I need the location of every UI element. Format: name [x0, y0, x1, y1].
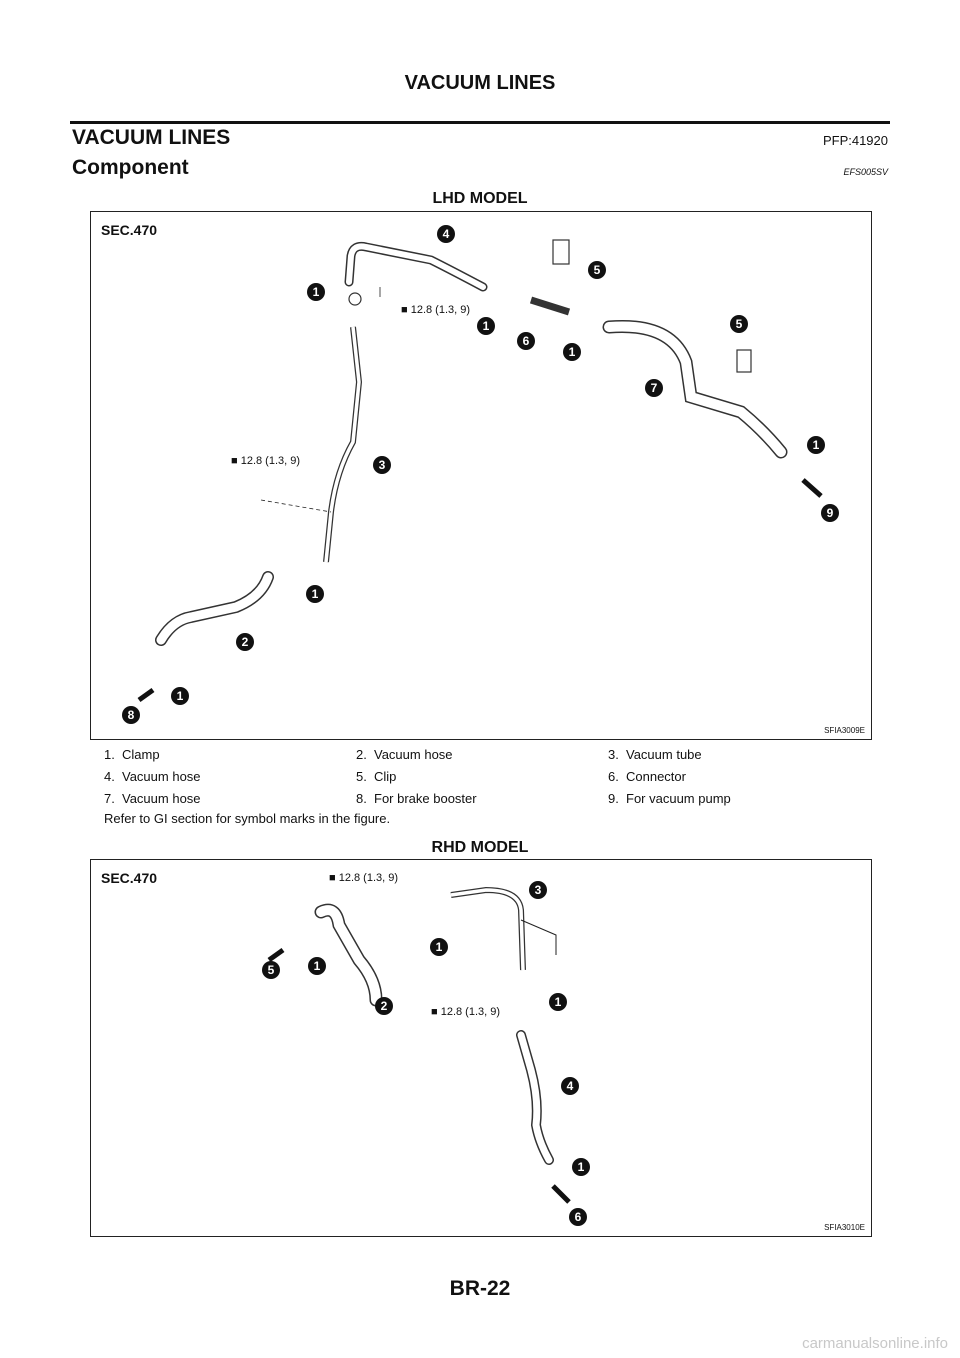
lhd-callout: 7 — [645, 379, 663, 397]
legend-item — [104, 769, 356, 784]
legend-text: Vacuum hose — [374, 746, 453, 762]
legend-row — [104, 765, 864, 787]
lhd-callout: 1 — [477, 317, 495, 335]
part-code: PFP:41920 — [822, 133, 888, 148]
legend-item — [104, 747, 356, 762]
legend-num: 6. — [608, 768, 619, 784]
legend-row — [104, 743, 864, 765]
lhd-callout: 1 — [807, 436, 825, 454]
legend-num: 3. — [608, 746, 619, 762]
lhd-clip-5b — [737, 350, 751, 372]
lhd-callout: 9 — [821, 504, 839, 522]
legend-item — [356, 747, 608, 762]
rhd-callout: 1 — [549, 993, 567, 1011]
lhd-torque-2 — [231, 455, 300, 467]
torque-wrench-icon: ■ — [401, 304, 408, 316]
lhd-callout: 1 — [563, 343, 581, 361]
legend-item — [356, 769, 608, 784]
legend-text: Vacuum tube — [626, 746, 702, 762]
legend-item — [356, 791, 608, 806]
lhd-callout: 8 — [122, 706, 140, 724]
rhd-tube-3 — [451, 890, 523, 970]
lhd-callout: 1 — [307, 283, 325, 301]
lhd-figure — [90, 211, 872, 740]
lhd-callout: 5 — [588, 261, 606, 279]
section-title: VACUUM LINES — [72, 126, 231, 149]
rhd-callout: 5 — [262, 961, 280, 979]
page-number: BR-22 — [449, 1277, 511, 1300]
lhd-figure-code: SFIA3009E — [824, 726, 865, 735]
rhd-figure-code: SFIA3010E — [824, 1223, 865, 1232]
rhd-sec-number: SEC.470 — [101, 870, 158, 886]
header-rule — [70, 121, 890, 124]
parts-legend — [104, 743, 864, 826]
lhd-connector-6 — [531, 300, 569, 312]
rhd-model-label: RHD MODEL — [431, 839, 529, 856]
rhd-callout: 2 — [375, 997, 393, 1015]
lhd-callout: 4 — [437, 225, 455, 243]
rhd-drawing — [91, 860, 873, 1238]
torque-value: 12.8 (1.3, 9) — [240, 455, 301, 467]
legend-num: 9. — [608, 790, 619, 806]
legend-num: 8. — [356, 790, 367, 806]
legend-num: 4. — [104, 768, 115, 784]
rhd-callout: 3 — [529, 881, 547, 899]
lhd-drawing — [91, 212, 873, 741]
lhd-hose-4 — [349, 246, 483, 287]
component-title: Component — [72, 156, 189, 179]
legend-item — [104, 791, 356, 806]
rhd-callout: 1 — [430, 938, 448, 956]
rhd-hose-2 — [321, 910, 376, 1000]
lhd-hose-7 — [609, 326, 781, 452]
legend-item — [608, 791, 860, 806]
rhd-torque-2 — [431, 1006, 500, 1018]
legend-num: 2. — [356, 746, 367, 762]
legend-num: 7. — [104, 790, 115, 806]
torque-value: 12.8 (1.3, 9) — [410, 304, 471, 316]
legend-item — [608, 747, 860, 762]
lhd-sec-number: SEC.470 — [101, 222, 158, 238]
rhd-figure — [90, 859, 872, 1237]
legend-text: Clip — [374, 768, 397, 784]
rhd-callout: 6 — [569, 1208, 587, 1226]
torque-value: 12.8 (1.3, 9) — [338, 872, 399, 884]
rhd-callout: 4 — [561, 1077, 579, 1095]
rhd-callout: 1 — [572, 1158, 590, 1176]
running-header: VACUUM LINES — [404, 72, 556, 94]
legend-text: Connector — [626, 768, 686, 784]
torque-value: 12.8 (1.3, 9) — [440, 1006, 501, 1018]
lhd-callout: 1 — [306, 585, 324, 603]
lhd-callout: 5 — [730, 315, 748, 333]
torque-wrench-icon: ■ — [329, 872, 336, 884]
legend-text: Clamp — [122, 746, 160, 762]
legend-note: Refer to GI section for symbol marks in the figure. — [104, 811, 391, 826]
lhd-model-label: LHD MODEL — [432, 190, 528, 207]
rhd-torque-1 — [329, 872, 398, 884]
legend-text: Vacuum hose — [122, 768, 201, 784]
torque-wrench-icon: ■ — [431, 1006, 438, 1018]
legend-text: For brake booster — [374, 790, 477, 806]
ref-code: EFS005SV — [843, 167, 888, 177]
legend-item — [608, 769, 860, 784]
lhd-callout: 3 — [373, 456, 391, 474]
lhd-torque-1 — [401, 304, 470, 316]
legend-row — [104, 787, 864, 809]
lhd-clip-5a — [553, 240, 569, 264]
legend-num: 1. — [104, 746, 115, 762]
lhd-callout: 2 — [236, 633, 254, 651]
lhd-callout: 6 — [517, 332, 535, 350]
legend-num: 5. — [356, 768, 367, 784]
lhd-callout: 1 — [171, 687, 189, 705]
torque-wrench-icon: ■ — [231, 455, 238, 467]
legend-text: For vacuum pump — [626, 790, 731, 806]
rhd-callout: 1 — [308, 957, 326, 975]
watermark: carmanualsonline.info — [802, 1335, 948, 1352]
legend-text: Vacuum hose — [122, 790, 201, 806]
